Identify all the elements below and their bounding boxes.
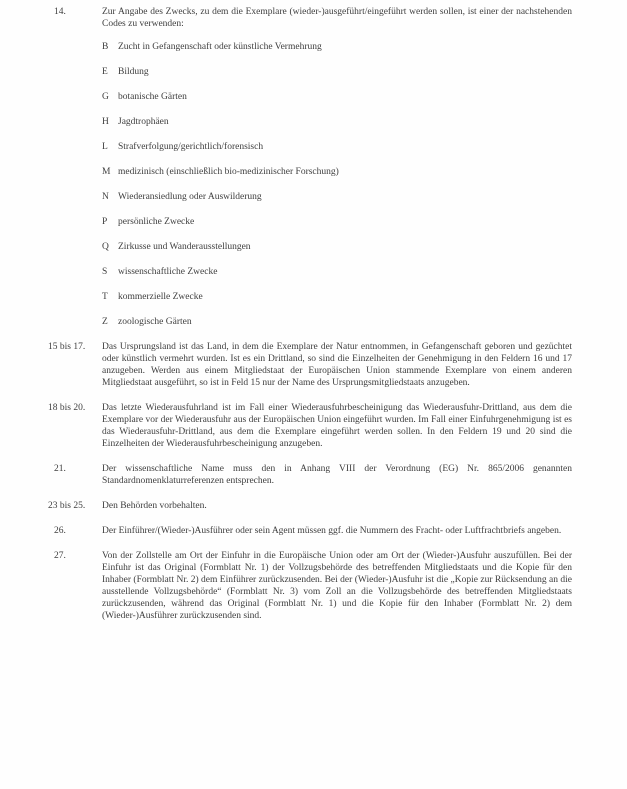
purpose-code-label: Zirkusse und Wanderausstellungen <box>118 242 251 252</box>
purpose-code-letter: H <box>102 117 109 127</box>
purpose-code-item <box>102 166 572 178</box>
purpose-code-item <box>102 266 572 278</box>
purpose-code-label: medizinisch (einschließlich bio-medizinischer Forschung) <box>118 167 339 177</box>
purpose-code-letter: Z <box>102 317 108 327</box>
purpose-code-item <box>102 316 572 328</box>
purpose-code-letter: P <box>102 217 108 227</box>
note-entry-15-17 <box>48 341 572 389</box>
purpose-code-item <box>102 91 572 103</box>
purpose-code-label: Strafverfolgung/gerichtlich/forensisch <box>118 142 264 152</box>
purpose-code-label: Bildung <box>118 67 149 77</box>
note-text: Den Behörden vorbehalten. <box>102 501 207 511</box>
note-number: 14. <box>54 7 66 17</box>
purpose-code-item <box>102 41 572 53</box>
purpose-code-item <box>102 241 572 253</box>
note-entry-27 <box>48 550 572 622</box>
notes-block <box>48 6 572 635</box>
note-text: Das Ursprungsland ist das Land, in dem die Exemplare der Natur entnommen, in Gefangenschaft geboren und gezüchtet oder künstlich vermehrt wurden. Ist es ein Drittland, so sind die Einzelheiten der Genehmigung in den Feldern 16 und 17 anzugeben. Werden aus einem Mitgliedstaat der Europäischen Union stammende Exemplare von einem anderen Mitgliedstaat ausgeführt, so ist in Feld 15 nur der Name des Ursprungsmitgliedstaats anzugeben. <box>102 342 572 388</box>
note-number: 26. <box>54 526 66 536</box>
purpose-code-label: persönliche Zwecke <box>118 217 195 227</box>
purpose-code-letter: E <box>102 67 108 77</box>
purpose-code-label: kommerzielle Zwecke <box>118 292 203 302</box>
purpose-code-letter: G <box>102 92 109 102</box>
note-entry-21 <box>48 463 572 487</box>
purpose-code-item <box>102 141 572 153</box>
note-number: 18 bis 20. <box>48 403 86 413</box>
purpose-code-letter: S <box>102 267 108 277</box>
purpose-code-item <box>102 216 572 228</box>
note-entry-14 <box>48 6 572 30</box>
purpose-code-letter: B <box>102 42 109 52</box>
purpose-code-letter: T <box>102 292 108 302</box>
note-entry-18-20 <box>48 402 572 450</box>
purpose-code-letter: N <box>102 192 109 202</box>
note-entry-23-25 <box>48 500 572 512</box>
note-text: Der Einführer/(Wieder-)Ausführer oder sein Agent müssen ggf. die Nummern des Fracht- oder Luftfrachtbriefs angeben. <box>102 526 562 536</box>
purpose-code-list <box>102 41 572 328</box>
note-text: Zur Angabe des Zwecks, zu dem die Exemplare (wieder-)ausgeführt/eingeführt werden sollen, ist einer der nachstehenden Codes zu verwenden: <box>102 7 572 29</box>
purpose-code-item <box>102 66 572 78</box>
purpose-code-item <box>102 191 572 203</box>
note-number: 27. <box>54 551 66 561</box>
purpose-code-label: wissenschaftliche Zwecke <box>118 267 218 277</box>
purpose-code-item <box>102 116 572 128</box>
purpose-code-item <box>102 291 572 303</box>
note-text: Von der Zollstelle am Ort der Einfuhr in die Europäische Union oder am Ort der (Wieder-)Ausfuhr auszufüllen. Bei der Einfuhr ist das Original (Formblatt Nr. 1) der Vollzugsbehörde des betreffenden Mitgliedstaats und die Kopie für den Inhaber (Formblatt Nr. 2) dem Einführer zurückzusenden. Bei der (Wieder-)Ausfuhr ist die „Kopie zur Rücksendung an die ausstellende Vollzugsbehörde“ (Formblatt Nr. 3) vom Zoll an die Vollzugsbehörde des betreffenden Mitgliedstaats zurückzusenden, während das Original (Formblatt Nr. 1) und die Kopie für den Inhaber (Formblatt Nr. 2) dem (Wieder-)Ausführer zurückzusenden sind. <box>102 551 572 621</box>
purpose-code-label: zoologische Gärten <box>118 317 192 327</box>
purpose-code-letter: Q <box>102 242 109 252</box>
note-number: 23 bis 25. <box>48 501 86 511</box>
purpose-code-letter: M <box>102 167 111 177</box>
purpose-code-letter: L <box>102 142 108 152</box>
note-number: 15 bis 17. <box>48 342 86 352</box>
purpose-code-label: Wiederansiedlung oder Auswilderung <box>118 192 262 202</box>
purpose-code-label: botanische Gärten <box>118 92 187 102</box>
note-number: 21. <box>54 464 66 474</box>
note-text: Der wissenschaftliche Name muss den in Anhang VIII der Verordnung (EG) Nr. 865/2006 genannten Standardnomenklaturreferenzen entsprechen. <box>102 464 572 486</box>
note-entry-26 <box>48 525 572 537</box>
note-text: Das letzte Wiederausfuhrland ist im Fall einer Wiederausfuhrbescheinigung das Wiederausfuhr-Drittland, aus dem die Exemplare vor der Wiederausfuhr aus der Europäischen Union eingeführt wurden. Im Fall einer Einfuhrgenehmigung ist es das Wiederausfuhr-Drittland, aus dem die Exemplare eingeführt werden sollen. In den Feldern 19 und 20 sind die Einzelheiten der Wiederausfuhrbescheinigung anzugeben. <box>102 403 572 449</box>
purpose-code-label: Zucht in Gefangenschaft oder künstliche Vermehrung <box>118 42 322 52</box>
purpose-code-label: Jagdtrophäen <box>118 117 169 127</box>
